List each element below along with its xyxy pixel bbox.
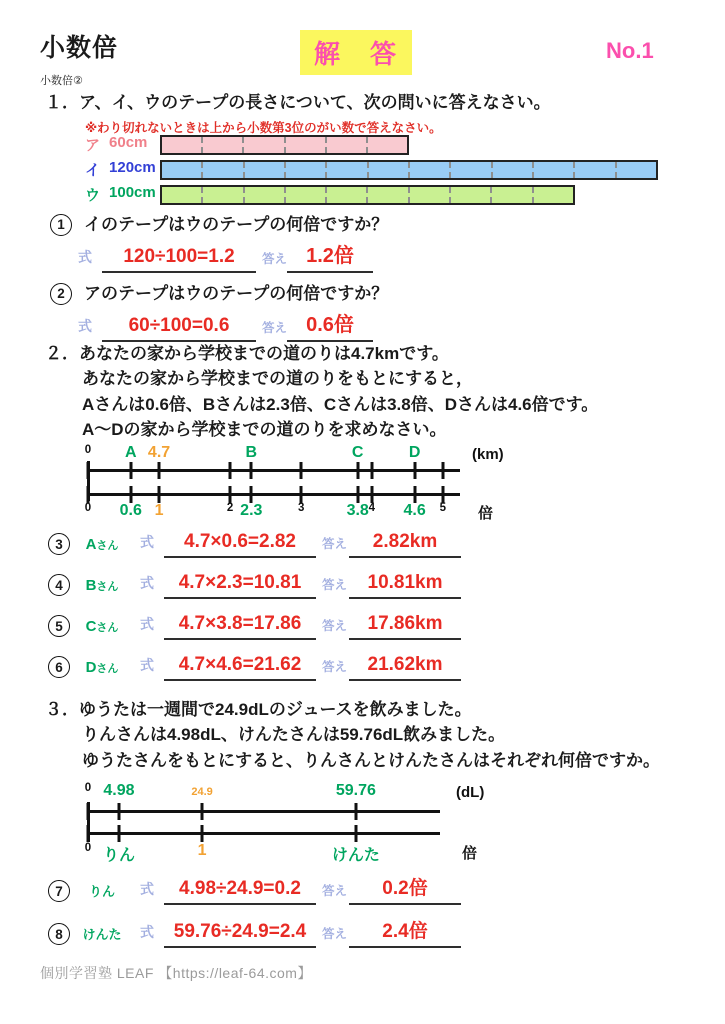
question-1-answer: 1.2倍 [287,239,373,273]
row-7-name: りん [88,884,115,899]
tape-segment [286,187,327,203]
nl3-unit-bottom: 倍 [462,845,478,862]
formula-label: 式 [140,616,154,632]
tape-segment [492,187,533,203]
tape-row-a [40,132,658,157]
tape-segment [245,187,286,203]
formula-label: 式 [140,657,154,673]
nl2-bot-4: 4 [368,502,376,514]
row-6-name-suffix: さん [96,663,119,675]
question-2 [50,281,388,306]
nl3-bot-1: 1 [197,842,207,859]
problem3-number-line [84,780,485,865]
nl3-top-labels [84,782,485,802]
row-7-formula: 4.98÷24.9=0.2 [164,878,316,905]
row-4-name [76,577,128,599]
nl2-top-line [88,469,460,472]
tape-segment [203,162,244,178]
tape-segment [369,162,410,178]
tape-segment [451,162,492,178]
question-1-formula: 120÷100=1.2 [102,246,256,273]
formula-label: 式 [78,318,92,334]
tape-diagram [40,132,658,207]
nl2-bot-3-8: 3.8 [346,502,369,519]
nl2-top-4-7: 4.7 [147,444,171,461]
row-5-name-main: C [85,618,97,635]
nl2-bot-0: 0 [84,502,92,514]
row-8-formula: 59.76÷24.9=2.4 [164,921,316,948]
tape-row-i [40,157,658,182]
row-3-number: 3 [48,533,70,555]
question-1-number: 1 [50,214,72,236]
nl2-bot-5: 5 [439,502,447,514]
nl2-zero-bar [87,461,90,501]
row-5-name [76,618,128,640]
row-3-answer: 2.82km [349,531,461,558]
nl2-top-labels [84,444,504,464]
nl2-top-A: A [124,444,137,461]
tape-segment [244,137,285,153]
row-4-formula: 4.7×2.3=10.81 [164,572,316,599]
tape-segment [410,162,451,178]
answer-row-3 [48,531,461,558]
problem3-line3: ゆうたさんをもとにすると、りんさんとけんたさんはそれぞれ何倍ですか。 [82,750,660,770]
tape-segment [162,137,203,153]
row-4-name-main: B [85,577,97,594]
answer-row-8 [48,916,461,948]
tape-segment [575,162,616,178]
row-8-name: けんた [82,927,122,942]
tape-u-bar [160,185,575,205]
problem2-text [45,341,598,443]
row-6-number: 6 [48,656,70,678]
problem2-heading: ２．あなたの家から学校までの道のりは4.7kmです。 [45,344,449,363]
tape-segment [245,162,286,178]
nl3-top-line [88,810,440,813]
row-3-name-suffix: さん [96,540,119,552]
tape-segment [327,137,368,153]
tape-row-u [40,182,658,207]
answer-row-6 [48,654,461,681]
nl3-bottom-labels [84,842,478,864]
question-2-formula: 60÷100=0.6 [102,315,256,342]
tape-segment [410,187,451,203]
nl3-top-24-9: 24.9 [191,786,213,798]
page-title: 小数倍 [40,34,119,62]
tape-segment [451,187,492,203]
problem1-note: ※わり切れないときは上から小数第3位のがい数で答えなさい。 [85,121,442,135]
problem2-line3: Aさんは0.6倍、Bさんは2.3倍、Cさんは3.8倍、Dさんは4.6倍です。 [82,394,599,414]
tape-u-letter: ウ [85,187,101,204]
nl3-zero-bar [87,802,90,842]
formula-label: 式 [140,575,154,591]
nl2-bot-0-6: 0.6 [119,502,142,519]
row-7-number: 7 [48,880,70,902]
nl2-bot-2: 2 [226,502,234,514]
problem2-line4: A～Dの家から学校までの道のりを求めなさい。 [82,420,447,440]
tape-a-bar [160,135,409,155]
nl2-top-0: 0 [84,444,92,456]
nl3-top-59-76: 59.76 [335,782,376,799]
row-6-name [76,659,128,681]
nl2-top-D: D [408,444,421,461]
tape-segment [534,162,575,178]
tape-u-label [40,184,160,205]
question-2-number: 2 [50,283,72,305]
tape-i-letter: イ [85,162,101,179]
nl2-bot-4-6: 4.6 [403,502,426,519]
problem2-line2: あなたの家から学校までの道のりをもとにすると， [82,369,473,389]
row-3-name [76,536,128,558]
answer-label: 答え [262,321,288,335]
answer-label: 答え [322,537,348,551]
tape-segment [162,187,203,203]
tape-segment [617,162,656,178]
answer-row-7 [48,873,461,905]
row-5-number: 5 [48,615,70,637]
tape-segment [203,137,244,153]
question-1-text: イのテープはウのテープの何倍ですか？ [84,215,389,234]
question-2-answer-row [78,308,373,342]
nl2-bot-3: 3 [297,502,305,514]
answer-label: 答え [322,619,348,633]
tape-segment [534,187,573,203]
answer-row-5 [48,613,461,640]
tape-segment [286,162,327,178]
answer-label: 答え [322,927,348,941]
answer-badge: 解 答 [300,30,412,75]
row-5-formula: 4.7×3.8=17.86 [164,613,316,640]
page-number: No.1 [606,38,654,63]
tape-a-length: 60cm [109,134,148,151]
formula-label: 式 [140,924,154,940]
tape-segment [162,162,203,178]
tape-segment [327,187,368,203]
problem3-heading: ３．ゆうたは一週間で24.9dLのジュースを飲みました。 [45,700,472,719]
tape-segment [368,187,409,203]
problem1-heading: １．ア、イ、ウのテープの長さについて、次の問いに答えなさい。 [45,93,551,112]
row-7-answer: 0.2倍 [349,873,461,905]
nl2-top-C: C [351,444,364,461]
nl3-bot-0: 0 [84,842,92,854]
nl2-top-B: B [245,444,258,461]
row-6-answer: 21.62km [349,654,461,681]
tape-segment [493,162,534,178]
row-4-number: 4 [48,574,70,596]
answer-label: 答え [262,252,288,266]
problem2-number-line [84,442,504,527]
tape-segment [286,137,327,153]
answer-label: 答え [322,578,348,592]
tape-segment [368,137,407,153]
formula-label: 式 [78,249,92,265]
row-6-name-main: D [85,659,97,676]
formula-label: 式 [140,534,154,550]
row-4-answer: 10.81km [349,572,461,599]
nl2-bottom-labels [84,502,494,522]
formula-label: 式 [140,881,154,897]
row-3-formula: 4.7×0.6=2.82 [164,531,316,558]
tape-segment [327,162,368,178]
footer-credit: 個別学習塾 LEAF 【https://leaf-64.com】 [40,965,312,981]
nl3-top-0: 0 [84,782,92,794]
problem3-line2: りんさんは4.98dL、けんたさんは59.76dL飲みました。 [82,725,506,745]
tape-a-label [40,134,160,155]
row-5-answer: 17.86km [349,613,461,640]
nl3-top-4-98: 4.98 [103,782,135,799]
tape-i-bar [160,160,658,180]
nl3-bottom-line [88,832,440,835]
row-6-formula: 4.7×4.6=21.62 [164,654,316,681]
question-2-answer: 0.6倍 [287,308,373,342]
tape-segment [203,187,244,203]
answer-label: 答え [322,660,348,674]
row-4-name-suffix: さん [96,581,119,593]
nl3-unit-top: (dL) [456,784,485,801]
nl2-bot-2-3: 2.3 [240,502,263,519]
tape-a-letter: ア [85,137,101,154]
nl2-unit-bottom: 倍 [478,505,494,522]
nl3-bot-kenta: けんた [331,847,380,864]
row-3-name-main: A [85,536,97,553]
nl2-bot-1: 1 [154,502,164,519]
question-1 [50,212,388,237]
nl2-bottom-line [88,493,460,496]
answer-row-4 [48,572,461,599]
tape-i-label [40,159,160,180]
answer-label: 答え [322,884,348,898]
nl3-bot-rin: りん [102,847,135,864]
tape-i-length: 120cm [109,159,156,176]
row-5-name-suffix: さん [96,622,119,634]
question-2-text: アのテープはウのテープの何倍ですか？ [84,284,389,303]
nl2-unit-top: (km) [472,446,504,463]
question-1-answer-row [78,239,373,273]
worksheet-subtitle: 小数倍② [40,75,83,87]
tape-u-length: 100cm [109,184,156,201]
row-8-answer: 2.4倍 [349,916,461,948]
problem3-text [45,697,660,773]
row-8-number: 8 [48,923,70,945]
